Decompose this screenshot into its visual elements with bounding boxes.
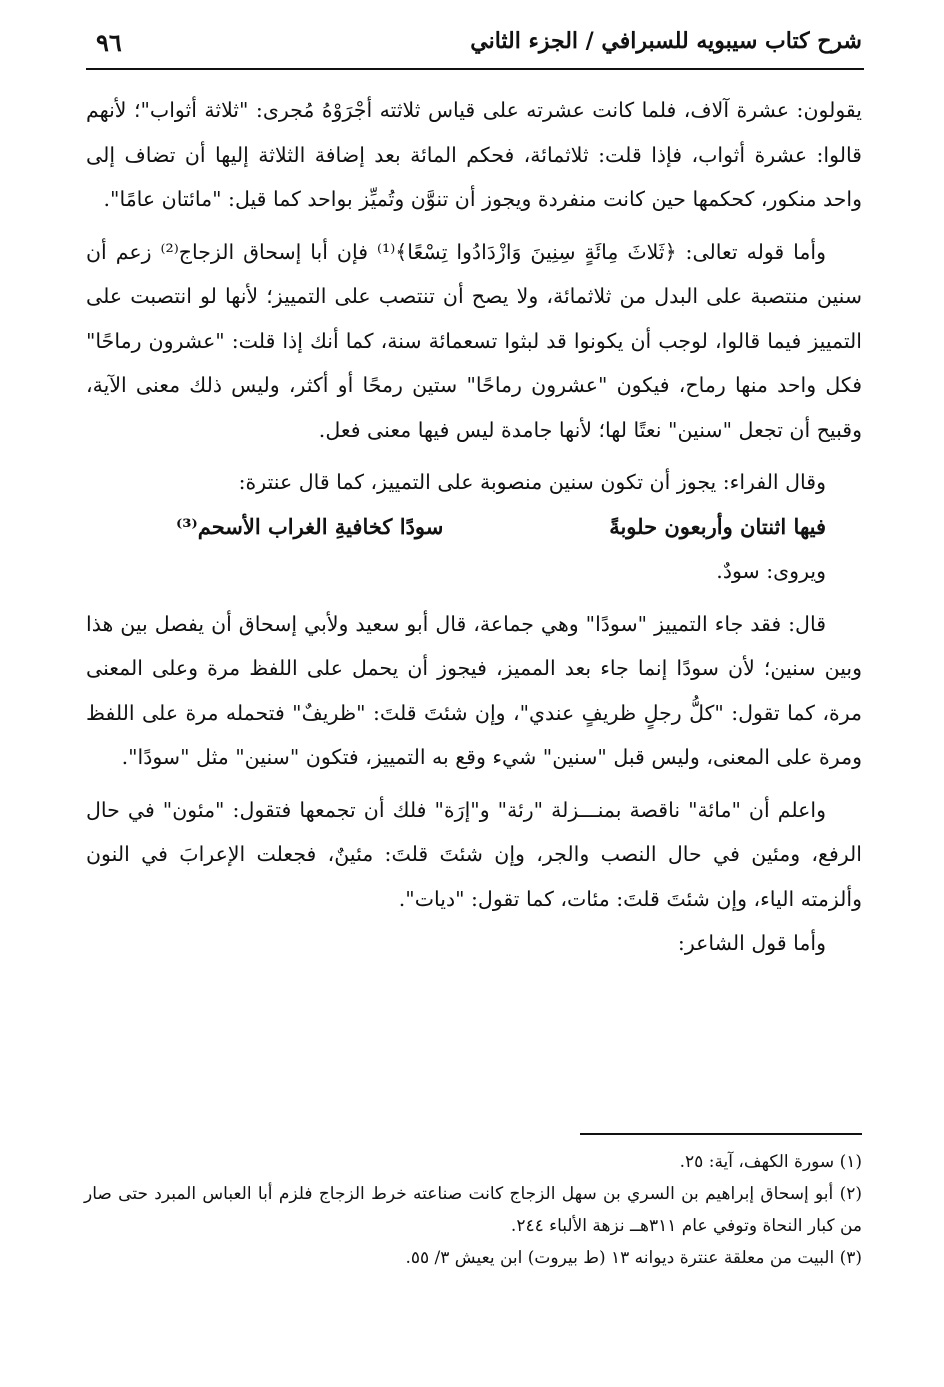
paragraph-1: يقولون: عشرة آلاف، فلما كانت عشرته على قياس ثلاثته أجْرَوْهُ مُجرى: "ثلاثة أثواب"؛ لأنهم قالوا: عشرة أثواب، فإذا قلت: ثلاثمائة، فحكم المائة بعد إضافة الثلاثة إليها أن تضاف إلى واحد منكور، كحكمها حين كانت منفردة ويجوز أن تنوَّن وتُميِّز بواحد كما قيل: "مائتان عامًا". — [86, 98, 862, 211]
verse-second-hemistich: سودًا كخافيةِ الغراب الأسحم⁽³⁾ — [176, 513, 444, 539]
footnote-2: (٢) أبو إسحاق إبراهيم بن السري بن سهل الزجاج كانت صناعته خرط الزجاج فلزم أبا العباس المبرد حتى صار من كبار النحاة وتوفي عام ٣١١هــ نزهة الألباء ٢٤٤. — [84, 1184, 862, 1236]
paragraph-6: واعلم أن "مائة" ناقصة بمنـــزلة "رئة" و"إرَة" فلك أن تجمعها فتقول: "مئون" في حال الرفع، ومئين في حال النصب والجر، وإن شئتَ قلتَ: مئينٌ، فجعلت الإعرابَ في النون وألزمته الياء، وإن شئتَ قلتَ: مئات، كما تقول: "ديات". — [86, 797, 862, 911]
header-divider — [86, 68, 864, 70]
paragraph-4: ويروى: سودٌ. — [716, 559, 826, 583]
footnotes — [84, 1146, 862, 1274]
page-number: ٩٦ — [96, 28, 122, 57]
paragraph-2: وأما قوله تعالى: ﴿ثَلاثَ مِائَةٍ سِنِينَ وَازْدَادُوا تِسْعًا﴾⁽¹⁾ فإن أبا إسحاق الزجاج⁽²⁾ زعم أن سنين منتصبة على البدل من ثلاثمائة، ولا يصح أن تنتصب على التمييز؛ لأنها لو انتصبت على التمييز فيما قالوا، لوجب أن يكونوا قد لبثوا تسعمائة سنة، كما أنك إذا قلت: "عشرون رماحًا" فكل واحد منها رماح، فيكون "عشرون رماحًا" ستين رمحًا أو أكثر، وليس ذلك معنى الآية، وقبيح أن تجعل "سنين" نعتًا لها؛ لأنها جامدة ليس فيها معنى فعل. — [86, 239, 862, 442]
header-title: شرح كتاب سيبويه للسبرافي / الجزء الثاني — [470, 28, 862, 54]
paragraph-7: وأما قول الشاعر: — [677, 931, 826, 955]
paragraph-5: قال: فقد جاء التمييز "سودًا" وهي جماعة، قال أبو سعيد ولأبي إسحاق أن يفصل بين هذا وبين سنين؛ لأن سودًا إنما جاء بعد المميز، فيجوز أن يحمل على اللفظ مرة وعلى المعنى مرة، كما تقول: "كلُّ رجلٍ ظريفٍ عندي"، وإن شئتَ قلتَ: "ظريفٌ" فتحمله مرة على اللفظ ومرة على المعنى، وليس قبل "سنين" شيء وقع به التمييز، فتكون "سنين" مثل "سودًا". — [86, 611, 862, 769]
footnote-1: (١) سورة الكهف، آية: ٢٥. — [679, 1152, 862, 1172]
verse-first-hemistich: فيها اثنتان وأربعون حلوبةً — [609, 513, 826, 539]
poetry-verse — [86, 505, 862, 550]
paragraph-3: وقال الفراء: يجوز أن تكون سنين منصوبة على التمييز، كما قال عنترة: — [238, 470, 826, 494]
running-header — [88, 24, 862, 64]
footnote-divider — [580, 1133, 862, 1135]
main-text — [86, 88, 862, 966]
footnote-3: (٣) البيت من معلقة عنترة ديوانه ١٣ (ط بيروت) ابن يعيش ٣/ ٥٥. — [405, 1248, 862, 1268]
